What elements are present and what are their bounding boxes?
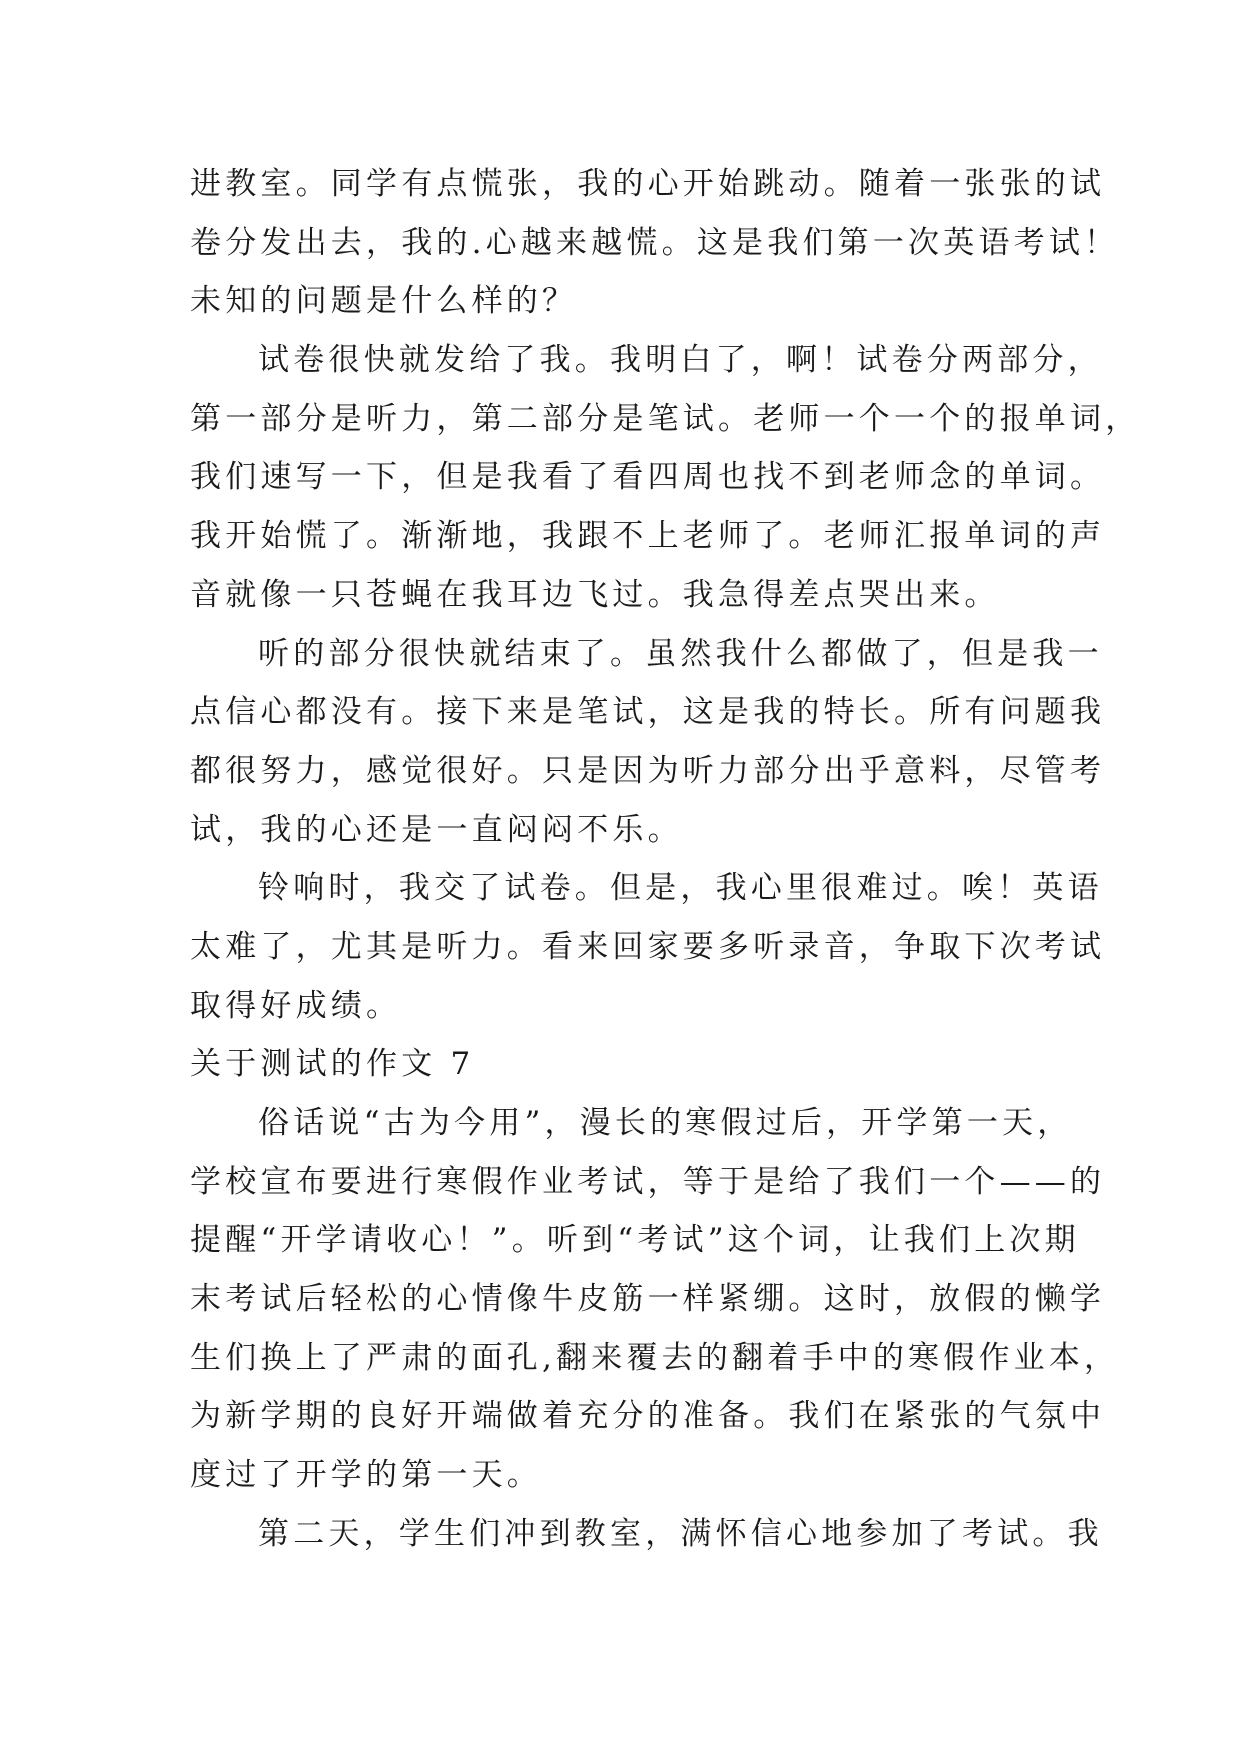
text-line: 度过了开学的第一天。 xyxy=(190,1457,542,1494)
section-heading: 关于测试的作文 7 xyxy=(190,1046,475,1083)
text-line: 为新学期的良好开端做着充分的准备。我们在紧张的气氛中 xyxy=(190,1398,1106,1435)
text-line: 我开始慌了。渐渐地，我跟不上老师了。老师汇报单词的声 xyxy=(190,518,1106,555)
text-line: 生们换上了严肃的面孔,翻来覆去的翻着手中的寒假作业本， xyxy=(190,1339,1120,1376)
text-line: 取得好成绩。 xyxy=(190,987,402,1024)
text-line: 学校宣布要进行寒假作业考试，等于是给了我们一个——的 xyxy=(190,1163,1106,1200)
text-line: 第一部分是听力，第二部分是笔试。老师一个一个的报单词， xyxy=(190,400,1141,437)
text-line: 试，我的心还是一直闷闷不乐。 xyxy=(190,811,683,848)
text-line: 铃响时，我交了试卷。但是，我心里很难过。唉！英语 xyxy=(258,870,1103,907)
text-line: 进教室。同学有点慌张，我的心开始跳动。随着一张张的试 xyxy=(190,166,1106,202)
document-body xyxy=(190,155,1141,1564)
text-line: 试卷很快就发给了我。我明白了，啊！试卷分两部分， xyxy=(258,342,1103,379)
text-line: 第二天，学生们冲到教室，满怀信心地参加了考试。我 xyxy=(258,1515,1103,1552)
text-line: 我们速写一下，但是我看了看四周也找不到老师念的单词。 xyxy=(190,459,1106,496)
text-line: 太难了，尤其是听力。看来回家要多听录音，争取下次考试 xyxy=(190,928,1106,965)
text-line: 音就像一只苍蝇在我耳边飞过。我急得差点哭出来。 xyxy=(190,576,1000,613)
text-line: 末考试后轻松的心情像牛皮筋一样紧绷。这时，放假的懒学 xyxy=(190,1281,1106,1318)
text-line: 提醒“开学请收心！”。听到“考试”这个词，让我们上次期 xyxy=(190,1222,1080,1259)
text-line: 未知的问题是什么样的？ xyxy=(190,283,578,320)
text-line: 点信心都没有。接下来是笔试，这是我的特长。所有问题我 xyxy=(190,694,1106,731)
text-line: 听的部分很快就结束了。虽然我什么都做了，但是我一 xyxy=(258,635,1103,672)
text-line: 卷分发出去，我的.心越来越慌。这是我们第一次英语考试！ xyxy=(190,224,1120,261)
text-line: 俗话说“古为今用”，漫长的寒假过后，开学第一天， xyxy=(258,1105,1073,1141)
text-line: 都很努力，感觉很好。只是因为听力部分出乎意料，尽管考 xyxy=(190,752,1106,789)
